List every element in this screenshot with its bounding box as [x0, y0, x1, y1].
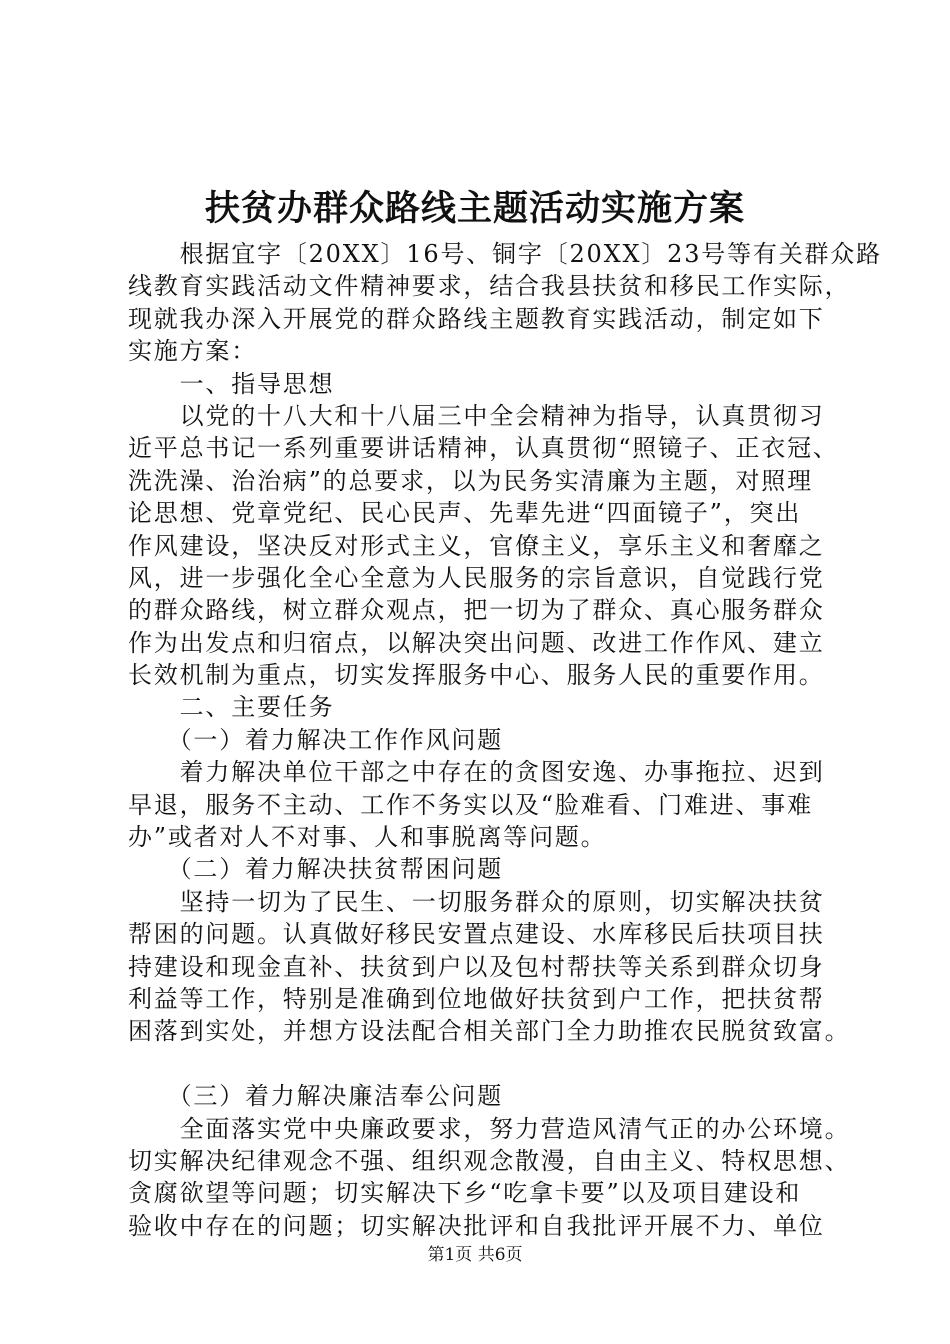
body-line: 二、主要任务: [128, 693, 335, 722]
body-line: 长效机制为重点，切实发挥服务中心、服务人民的重要作用。: [128, 661, 825, 690]
body-line: 的群众路线，树立群众观点，把一切为了群众、真心服务群众: [128, 596, 825, 625]
body-line: 以党的十八大和十八届三中全会精神为指导，认真贯彻习: [128, 401, 825, 430]
body-line: 利益等工作，特别是准确到位地做好扶贫到户工作，把扶贫帮: [128, 984, 825, 1013]
page-footer: 第1页 共6页: [427, 1245, 523, 1265]
body-line: 作风建设，坚决反对形式主义，官僚主义，享乐主义和奢靡之: [128, 531, 825, 560]
document-body: [128, 238, 882, 1242]
body-line: 持建设和现金直补、扶贫到户以及包村帮扶等关系到群众切身: [128, 952, 825, 981]
body-line: 一、指导思想: [128, 369, 335, 398]
body-line: 论思想、党章党纪、民心民声、先辈先进“四面镜子”，突出: [128, 499, 802, 528]
body-line: 坚持一切为了民生、一切服务群众的原则，切实解决扶贫: [128, 887, 825, 916]
body-line: （一）着力解决工作作风问题: [128, 725, 503, 754]
body-line: 着力解决单位干部之中存在的贪图安逸、办事拖拉、迟到: [128, 758, 825, 787]
body-line: 全面落实党中央廉政要求，努力营造风清气正的办公环境。: [128, 1114, 851, 1143]
body-line: 作为出发点和归宿点，以解决突出问题、改进工作作风、建立: [128, 628, 825, 657]
body-line: （二）着力解决扶贫帮困问题: [128, 855, 503, 884]
body-line: 办”或者对人不对事、人和事脱离等问题。: [128, 823, 607, 852]
body-line: 贪腐欲望等问题；切实解决下乡“吃拿卡要”以及项目建设和: [128, 1179, 802, 1208]
body-line: 帮困的问题。认真做好移民安置点建设、水库移民后扶项目扶: [128, 920, 825, 949]
body-line: 根据宜字〔20XX〕16号、铜字〔20XX〕23号等有关群众路: [128, 240, 882, 268]
body-line: 早退，服务不主动、工作不务实以及“脸难看、门难进、事难: [128, 790, 813, 819]
body-line: [128, 1048, 848, 1080]
body-line: 实施方案：: [128, 337, 257, 366]
body-line: 困落到实处，并想方设法配合相关部门全力助推农民脱贫致富。: [128, 1017, 851, 1046]
body-line: 风，进一步强化全心全意为人民服务的宗旨意识，自觉践行党: [128, 563, 825, 592]
body-line: （三）着力解决廉洁奉公问题: [128, 1082, 503, 1111]
body-line: 近平总书记一系列重要讲话精神，认真贯彻“照镜子、正衣冠、: [128, 434, 839, 463]
body-line: 洗洗澡、治治病”的总要求，以为民务实清廉为主题，对照理: [128, 466, 813, 495]
body-line: 验收中存在的问题；切实解决批评和自我批评开展不力、单位: [128, 1211, 825, 1240]
document-title: 扶贫办群众路线主题活动实施方案: [204, 188, 745, 229]
body-line: 切实解决纪律观念不强、组织观念散漫，自由主义、特权思想、: [128, 1146, 851, 1175]
body-line: 现就我办深入开展党的群众路线主题教育实践活动，制定如下: [128, 304, 825, 333]
body-line: 线教育实践活动文件精神要求，结合我县扶贫和移民工作实际，: [128, 272, 851, 301]
